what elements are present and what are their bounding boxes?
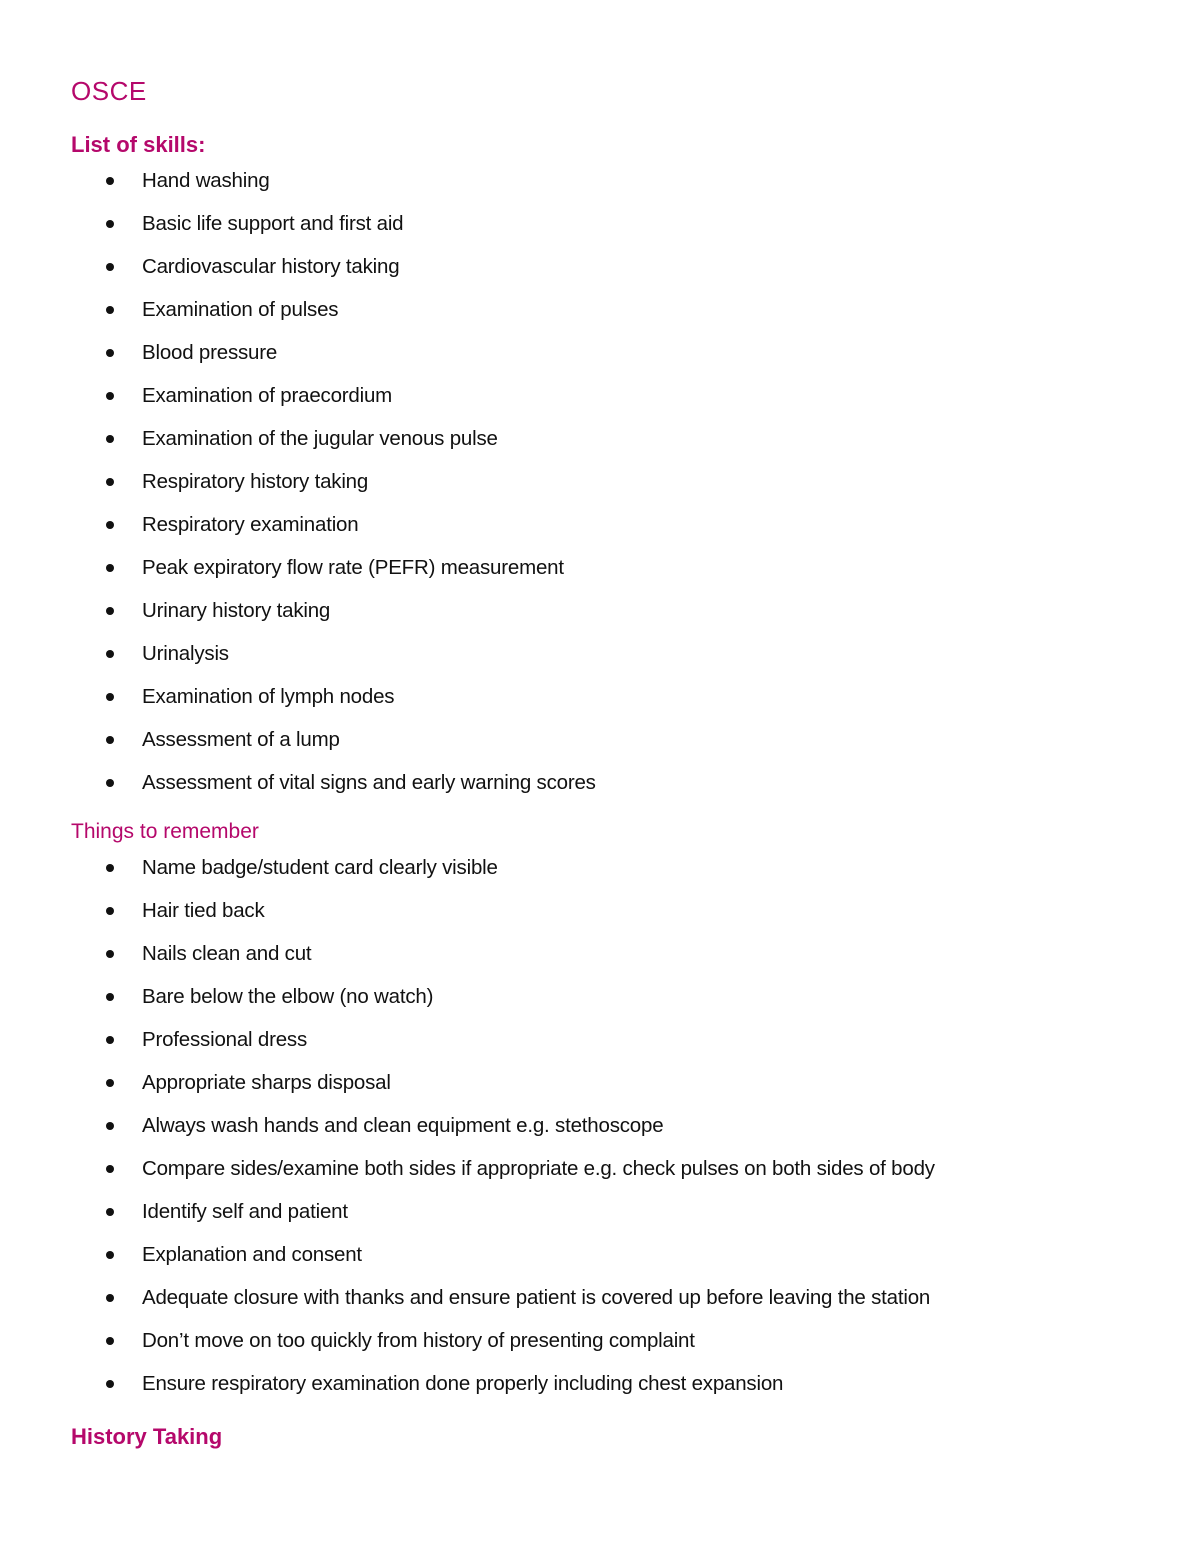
list-item xyxy=(71,503,1120,546)
list-item xyxy=(71,1362,1120,1405)
list-item-text: Urinary history taking xyxy=(142,599,331,622)
list-item-text: Always wash hands and clean equipment e.g. stethoscope xyxy=(142,1114,664,1137)
list-item-text: Cardiovascular history taking xyxy=(142,255,400,278)
list-item-text: Ensure respiratory examination done properly including chest expansion xyxy=(142,1372,784,1395)
list-item-text: Blood pressure xyxy=(142,341,278,364)
list-item-text: Identify self and patient xyxy=(142,1200,348,1223)
list-item xyxy=(71,202,1120,245)
list-item xyxy=(71,1233,1120,1276)
list-item xyxy=(71,1147,1120,1190)
list-item xyxy=(71,1104,1120,1147)
bullet-icon xyxy=(106,1208,114,1216)
bullet-icon xyxy=(106,779,114,787)
list-item-text: Urinalysis xyxy=(142,642,229,665)
list-item xyxy=(71,675,1120,718)
list-item-text: Professional dress xyxy=(142,1028,308,1051)
list-item xyxy=(71,761,1120,804)
list-item xyxy=(71,846,1120,889)
list-item xyxy=(71,1190,1120,1233)
list-item-text: Hair tied back xyxy=(142,899,265,922)
list-item-text: Assessment of a lump xyxy=(142,728,340,751)
list-item xyxy=(71,589,1120,632)
list-item-text: Examination of pulses xyxy=(142,298,339,321)
skills-heading: List of skills: xyxy=(71,132,206,157)
bullet-icon xyxy=(106,521,114,529)
list-item-text: Examination of praecordium xyxy=(142,384,393,407)
bullet-icon xyxy=(106,907,114,915)
list-item-text: Don’t move on too quickly from history of presenting complaint xyxy=(142,1329,695,1352)
list-item-text: Appropriate sharps disposal xyxy=(142,1071,391,1094)
list-item-text: Peak expiratory flow rate (PEFR) measurement xyxy=(142,556,564,579)
bullet-icon xyxy=(106,1251,114,1259)
list-item xyxy=(71,1276,1120,1319)
bullet-icon xyxy=(106,564,114,572)
remember-heading: Things to remember xyxy=(71,820,259,843)
list-item-text: Basic life support and first aid xyxy=(142,212,404,235)
list-item xyxy=(71,1061,1120,1104)
bullet-icon xyxy=(106,693,114,701)
list-item xyxy=(71,331,1120,374)
bullet-icon xyxy=(106,306,114,314)
list-item xyxy=(71,889,1120,932)
list-item xyxy=(71,546,1120,589)
bullet-icon xyxy=(106,993,114,1001)
list-item-text: Bare below the elbow (no watch) xyxy=(142,985,434,1008)
bullet-icon xyxy=(106,1337,114,1345)
list-item xyxy=(71,159,1120,202)
list-item-text: Examination of the jugular venous pulse xyxy=(142,427,498,450)
bullet-icon xyxy=(106,220,114,228)
bullet-icon xyxy=(106,1165,114,1173)
skills-list xyxy=(71,159,1120,804)
history-taking-heading: History Taking xyxy=(71,1424,223,1449)
list-item-text: Hand washing xyxy=(142,169,270,192)
bullet-icon xyxy=(106,650,114,658)
bullet-icon xyxy=(106,1294,114,1302)
bullet-icon xyxy=(106,177,114,185)
list-item xyxy=(71,718,1120,761)
bullet-icon xyxy=(106,1380,114,1388)
remember-list xyxy=(71,846,1120,1405)
list-item-text: Name badge/student card clearly visible xyxy=(142,856,498,879)
list-item xyxy=(71,1018,1120,1061)
list-item xyxy=(71,1319,1120,1362)
bullet-icon xyxy=(106,263,114,271)
document-title: OSCE xyxy=(71,76,147,106)
bullet-icon xyxy=(106,950,114,958)
list-item xyxy=(71,374,1120,417)
bullet-icon xyxy=(106,435,114,443)
bullet-icon xyxy=(106,478,114,486)
list-item-text: Respiratory examination xyxy=(142,513,359,536)
bullet-icon xyxy=(106,864,114,872)
list-item xyxy=(71,417,1120,460)
bullet-icon xyxy=(106,1036,114,1044)
bullet-icon xyxy=(106,1079,114,1087)
list-item-text: Examination of lymph nodes xyxy=(142,685,395,708)
list-item xyxy=(71,632,1120,675)
bullet-icon xyxy=(106,1122,114,1130)
bullet-icon xyxy=(106,736,114,744)
list-item xyxy=(71,932,1120,975)
list-item xyxy=(71,975,1120,1018)
bullet-icon xyxy=(106,607,114,615)
list-item xyxy=(71,460,1120,503)
list-item-text: Respiratory history taking xyxy=(142,470,369,493)
bullet-icon xyxy=(106,392,114,400)
list-item-text: Assessment of vital signs and early warning scores xyxy=(142,771,596,794)
list-item xyxy=(71,288,1120,331)
list-item-text: Adequate closure with thanks and ensure patient is covered up before leaving the station xyxy=(142,1286,931,1309)
list-item-text: Explanation and consent xyxy=(142,1243,362,1266)
list-item xyxy=(71,245,1120,288)
list-item-text: Nails clean and cut xyxy=(142,942,312,965)
list-item-text: Compare sides/examine both sides if appropriate e.g. check pulses on both sides of body xyxy=(142,1157,935,1180)
bullet-icon xyxy=(106,349,114,357)
